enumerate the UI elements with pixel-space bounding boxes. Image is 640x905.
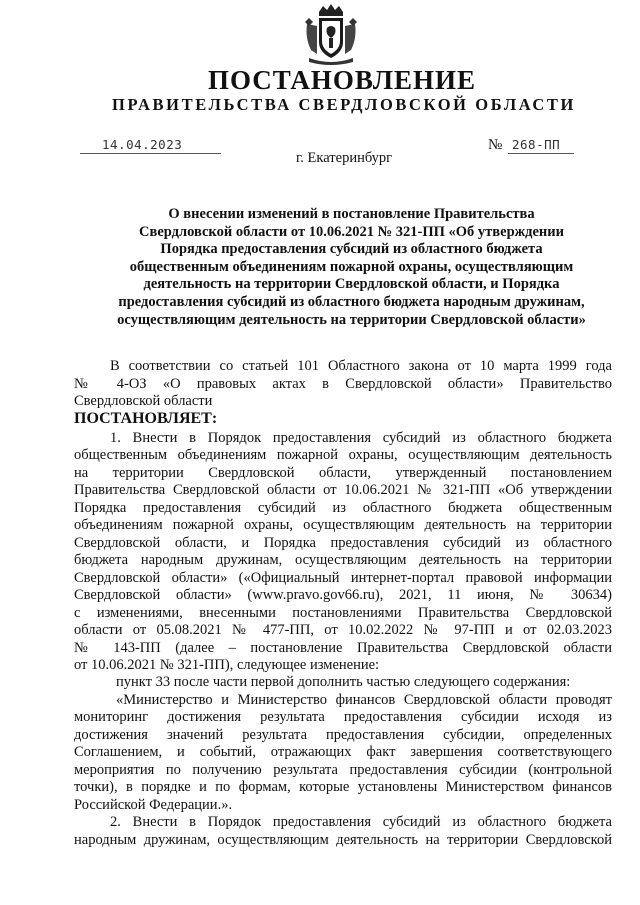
resolves-word: ПОСТАНОВЛЯЕТ: [74, 410, 218, 427]
heading-line: Свердловской области от 10.06.2021 № 321-ПП «Об утверждении [139, 223, 564, 240]
doc-title: ПОСТАНОВЛЕНИЕ [207, 65, 477, 95]
number-underline [508, 153, 574, 154]
document-number: 268-ПП [512, 137, 561, 152]
item1-line: области от 05.08.2021 № 477-ПП, от 10.02.2022 № 97-ПП и от 02.03.2023 [74, 622, 612, 638]
item1-line: Порядка предоставления субсидий из областного бюджета общественным [74, 500, 612, 516]
item1-line: на территории Свердловской области, утвержденный постановлением [74, 465, 612, 481]
heading-line: О внесении изменений в постановление Правительства [168, 206, 535, 222]
item1-line: Свердловской области» (www.pravo.gov66.ru), 2021, 11 июня, № 30634) [74, 587, 612, 603]
item2-line: народным дружинам, осуществляющим деятельность на территории Свердловской [74, 832, 612, 848]
quote-line: Соглашением, и событий, отражающих факт завершения соответствующего [74, 744, 612, 760]
item1-line: объединениям пожарной охраны, осуществляющим деятельность на территории [74, 517, 612, 533]
item2-line: 2. Внести в Порядок предоставления субсидий из областного бюджета [110, 814, 612, 830]
number-field [508, 137, 574, 154]
heading-line: осуществляющим деятельность на территории Свердловской области» [117, 311, 586, 328]
document-date: 14.04.2023 [102, 137, 183, 152]
heading-line: предоставления субсидий из областного бюджета народным дружинам, [118, 293, 585, 310]
preamble-line: № 4-ОЗ «О правовых актах в Свердловской области» Правительство [74, 376, 612, 392]
item1-line: Свердловской области, и Порядка предоставления субсидий из областного [74, 535, 612, 551]
preamble-line: Свердловской области [74, 393, 213, 409]
date-field [80, 137, 221, 154]
quote-line: мероприятия по получению результата предоставления субсидии (контрольной [74, 762, 612, 778]
item1-line: общественным объединениям пожарной охраны, осуществляющим деятельность [74, 447, 612, 463]
item1-line: от 10.06.2021 № 321-ПП), следующее изменение: [74, 657, 380, 673]
document-heading [80, 206, 623, 329]
number-sign: № [488, 137, 503, 153]
preamble-line: В соответствии со статьей 101 Областного закона от 10 марта 1999 года [110, 358, 612, 374]
quote-line: Российской Федерации.». [74, 797, 233, 813]
date-underline [80, 153, 221, 154]
item1-line: бюджета народным дружинам, осуществляющим деятельность на территории [74, 552, 612, 568]
item1-line: с изменениями, внесенными постановлениями Правительства Свердловской [74, 605, 612, 621]
item1-line: Правительства Свердловской области от 10.06.2021 № 321-ПП «Об утверждении [74, 482, 612, 498]
quote-line: точки), в порядке и по формам, которые установлены Министерством финансов [74, 779, 612, 795]
quote-line: мониторинг достижения результата предоставления субсидии исходя из [74, 709, 612, 725]
item1-line: № 143-ПП (далее – постановление Правительства Свердловской области [74, 640, 612, 656]
heading-line: деятельность на территории Свердловской области, и Порядка [143, 276, 560, 293]
item1-line: 1. Внести в Порядок предоставления субсидий из областного бюджета [110, 430, 612, 446]
quote-line: достижения значений результата предоставления субсидии, определенных [74, 727, 612, 743]
doc-subtitle: ПРАВИТЕЛЬСТВА СВЕРДЛОВСКОЙ ОБЛАСТИ [112, 95, 576, 114]
quote-line: «Министерство и Министерство финансов Свердловской области проводят [116, 692, 612, 708]
coat-of-arms-icon [303, 4, 359, 66]
heading-line: общественным объединениям пожарной охраны, осуществляющим [129, 258, 574, 275]
item1-subline: пункт 33 после части первой дополнить частью следующего содержания: [116, 674, 571, 690]
heading-line: Порядка предоставления субсидий из областного бюджета [160, 241, 543, 258]
city: г. Екатеринбург [296, 150, 393, 166]
item1-line: Свердловской области» («Официальный интернет-портал правовой информации [74, 570, 612, 586]
